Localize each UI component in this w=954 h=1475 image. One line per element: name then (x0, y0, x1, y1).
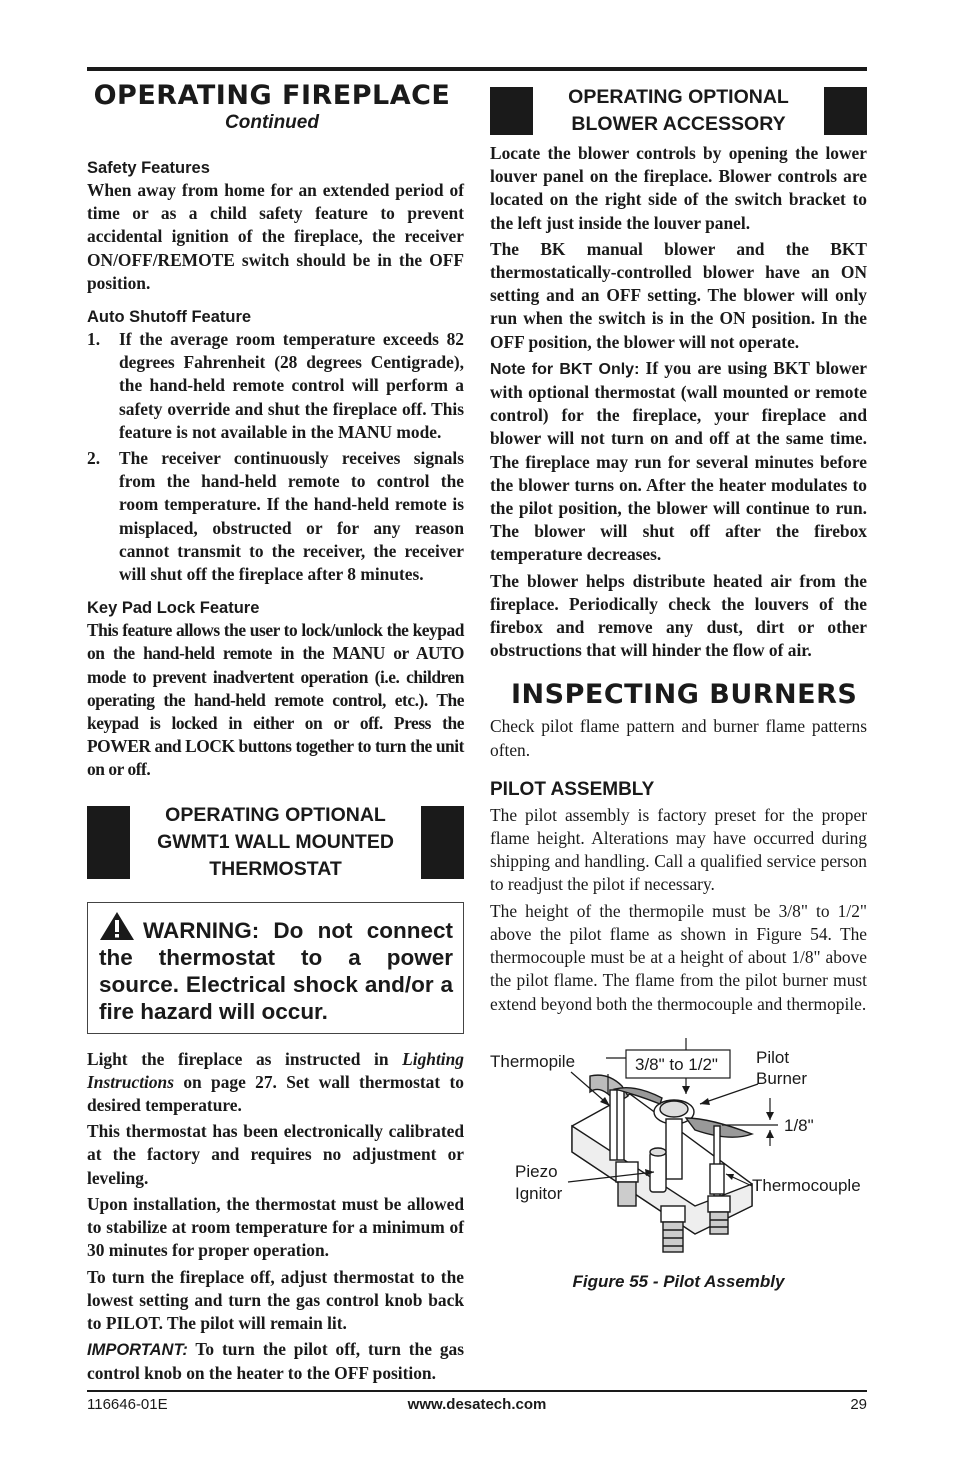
figure-label-thermocouple: Thermocouple (752, 1176, 861, 1195)
thermostat-paragraph-1 (87, 1048, 464, 1118)
warning-triangle-icon (99, 911, 135, 941)
warning-message: WARNING: Do not connect the thermostat to a power source. Electrical shock and/or a fire hazard will occur. (99, 917, 453, 1024)
pilot-paragraph-1: The pilot assembly is factory preset for the proper flame height. Alterations may have occurred during shipping and handling. Call a qualified service person to readjust the pilot if necessary. (490, 804, 867, 895)
lighting-instructions-reference: Lighting Instructions (87, 1048, 464, 1092)
warning-text (99, 911, 453, 1025)
list-item (87, 447, 464, 586)
figure-caption: Figure 55 - Pilot Assembly (572, 1272, 785, 1291)
blower-note-paragraph (490, 357, 867, 567)
banner-block-right (824, 87, 867, 135)
label-line: Burner (756, 1069, 808, 1088)
important-paragraph (87, 1338, 464, 1385)
top-rule (87, 67, 867, 71)
left-column (87, 78, 464, 1386)
label-line: Piezo (515, 1162, 558, 1181)
note-label: Note for BKT Only: (490, 360, 640, 378)
banner-line: OPERATING OPTIONAL (165, 803, 386, 826)
important-text: To turn the pilot off, turn the gas control knob on the heater to the OFF position. (87, 1339, 464, 1384)
keypad-lock-text: This feature allows the user to lock/unlock the keypad on the hand-held remote in the MANU or AUTO mode to prevent inadvertent operation (i.e. children operating the hand-held remote control, etc.). The keypad is locked in either on or off. Press the POWER and LOCK buttons together to turn the unit on or off. (87, 620, 464, 780)
figure-label-eighth-inch: 1/8" (784, 1116, 814, 1135)
banner-block-right (421, 806, 464, 879)
section-title-operating-fireplace: OPERATING FIREPLACE (93, 80, 451, 111)
thermostat-banner-title (157, 802, 394, 883)
label-line: Ignitor (515, 1184, 563, 1203)
blower-paragraph-1: Locate the blower controls by opening the lower louver panel on the fireplace. Blower controls are located on the right side of the switch bracket to the left just inside the louver panel. (490, 143, 867, 233)
pilot-assembly-figure (490, 1034, 867, 1304)
keypad-lock-heading: Key Pad Lock Feature (87, 599, 260, 618)
blower-banner-title (568, 84, 789, 138)
blower-banner (490, 87, 867, 135)
thermostat-paragraph-4: To turn the fireplace off, adjust thermostat to the lowest setting and turn the gas control knob back to PILOT. The pilot will remain lit. (87, 1266, 464, 1333)
banner-line: THERMOSTAT (209, 857, 342, 880)
footer-part-number: 116646-01E (87, 1396, 168, 1413)
text-span: Light the fireplace as instructed in (87, 1048, 403, 1069)
auto-shutoff-heading: Auto Shutoff Feature (87, 308, 252, 327)
figure-label-thermopile: Thermopile (490, 1052, 576, 1071)
list-text: The receiver continuously receives signals from the hand-held remote to control the room temperature. If the hand-held remote is misplaced, obstructed or for any reason cannot transmit to the receiver, the receiver will shut off the fireplace after 8 minutes. (119, 448, 464, 585)
banner-block-left (490, 87, 533, 135)
section-title-inspecting-burners: INSPECTING BURNERS (511, 679, 858, 711)
figure-label-pilot-burner (756, 1047, 807, 1089)
warning-box (87, 902, 464, 1034)
inspecting-intro: Check pilot flame pattern and burner flame patterns often. (490, 716, 867, 760)
auto-shutoff-list (87, 328, 464, 586)
list-text: If the average room temperature exceeds 82 degrees Fahrenheit (28 degrees Centigrade), the hand-held remote control will perform a safety override and shut the fireplace off. This feature is not available in the MANU mode. (119, 329, 464, 442)
label-line: Pilot (756, 1048, 790, 1067)
list-item (87, 328, 464, 444)
bottom-rule (87, 1390, 867, 1392)
pilot-paragraph-2: The height of the thermopile must be 3/8" to 1/2" above the pilot flame as shown in Figure 54. The thermocouple must be at a height of about 1/8" above the pilot flame. The flame from the pilot burner must extend beyond both the thermocouple and thermopile. (490, 900, 867, 1014)
safety-features-text: When away from home for an extended period of time or as a child safety feature to prevent accidental ignition of the fireplace, the receiver ON/OFF/REMOTE switch should be in the OFF position. (87, 180, 464, 293)
text-span: on page 27. Set wall thermostat to desired temperature. (87, 1071, 464, 1116)
footer-website: www.desatech.com (407, 1396, 547, 1413)
safety-features-heading: Safety Features (87, 159, 210, 177)
blower-paragraph-2: The BK manual blower and the BKT thermostatically-controlled blower have an ON setting and an OFF setting. The blower will only run when the switch is in the ON position. In the OFF position, the blower will not operate. (490, 238, 867, 352)
important-label: IMPORTANT: (87, 1341, 188, 1360)
banner-block-left (87, 806, 130, 879)
note-text: If you are using BKT blower with optional thermostat (wall mounted or remote control) for the fireplace, your fireplace and blower will not turn on and off at the same time. The fireplace may run for several minutes before the blower turns on. After the heater modulates to the pilot position, the blower will continue to run. The blower will shut off after the firebox temperature decreases. (490, 357, 867, 565)
thermostat-banner (87, 803, 464, 880)
footer-page-number: 29 (850, 1396, 867, 1413)
figure-label-measurement: 3/8" to 1/2" (635, 1055, 718, 1074)
banner-line: BLOWER ACCESSORY (571, 113, 786, 135)
blower-paragraph-4: The blower helps distribute heated air from the fireplace. Periodically check the louvers of the firebox and remove any dust, dirt or other obstructions that will hinder the flow of air. (490, 570, 867, 661)
list-number: 1. (87, 329, 101, 350)
right-column (490, 87, 867, 1016)
figure-label-piezo-ignitor (515, 1161, 562, 1205)
thermostat-paragraph-3: Upon installation, the thermostat must be allowed to stabilize at room temperature for a minimum of 30 minutes for proper operation. (87, 1193, 464, 1261)
banner-line: OPERATING OPTIONAL (568, 86, 789, 108)
thermostat-paragraph-2: This thermostat has been electronically calibrated at the factory and requires no adjustment or leveling. (87, 1121, 464, 1188)
banner-line: GWMT1 WALL MOUNTED (157, 830, 394, 853)
pilot-assembly-heading: PILOT ASSEMBLY (490, 778, 655, 800)
list-number: 2. (87, 448, 101, 469)
section-subtitle: Continued (225, 112, 319, 133)
